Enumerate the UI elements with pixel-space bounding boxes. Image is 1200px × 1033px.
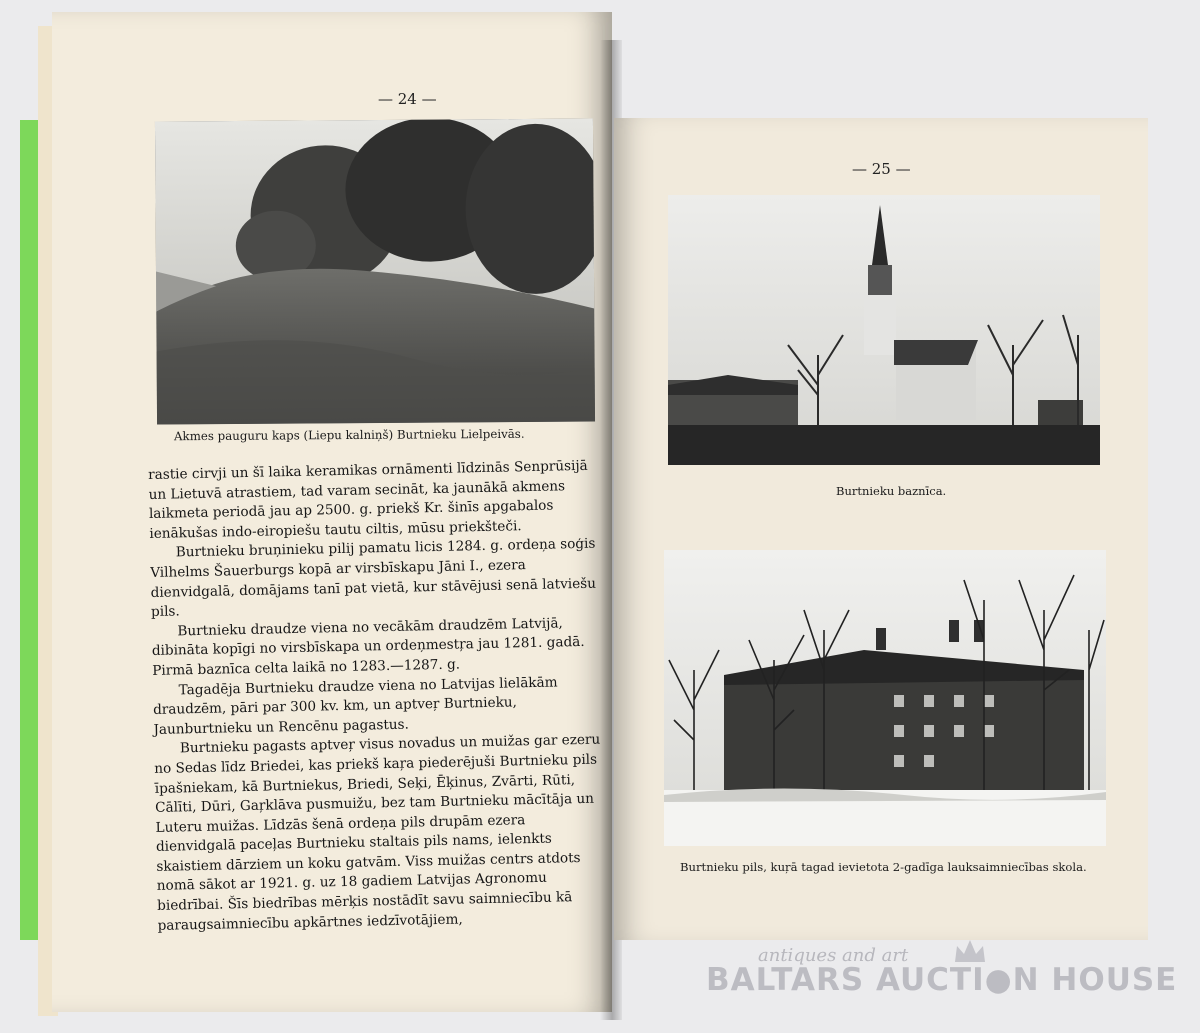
left-photo-caption: Akmes pauguru kaps (Liepu kalniņš) Burtnieku Lielpeivās. (173, 426, 525, 444)
watermark-tagline: antiques and art (758, 945, 909, 966)
watermark-brand: BALTARS AUCTI●N HOUSE (706, 962, 1178, 998)
paragraph: rastie cirvji un šī laika keramikas ornāmenti līdzinās Senprūsijā un Lietuvā atrastiem, tad varam secināt, ka jaunākā akmens laikmeta periodā jau ap 2500. g. priekš Kr. šinīs apgabalos ienākušas indo-eiropiešu tautu ciltis, mūsu priekšteči. (148, 457, 588, 542)
church-photo (668, 195, 1100, 465)
paragraph: Burtnieku draudze viena no vecākām draudzēm Latvijā, dibināta kopīgi no virsbīskapa un ordeņmestŗa jau 1281. gadā. Pirmā baznīca celta laikā no 1283.—1287. g. (151, 615, 585, 679)
church-photo-caption: Burtnieku baznīca. (836, 484, 947, 498)
burial-mound-photo (155, 118, 595, 424)
crown-icon (953, 938, 987, 964)
paragraph: Burtnieku pagasts aptveŗ visus novadus un muižas gar ezeru no Sedas līdz Briedei, kas priekš kaŗa piederējuši Burtnieku pils īpašniekam, kā Burtniekus, Briedi, Seķi, Ēķinus, Zvārti, Rūti, Cālīti, Dūri, Gaŗklāva pusmuižu, bez tam Burtnieku mācītāja un Luteru muižas. Līdzās šenā ordeņa pils drupām ezera dienvidgalā paceļas Burtnieku staltais pils nams, ielenkts skaistiem dārziem un koku gatvām. Viss muižas centrs atdots nomā sākot ar 1921. g. uz 18 gadiem Latvijas Agronomu biedrībai. Šīs biedrības mērķis nostādīt savu saimniecību kā paraugsaimniecību apkārtnes iedzīvotājiem, (154, 731, 601, 934)
paragraph: Tagadēja Burtnieku draudze viena no Latvijas lielākām draudzēm, pāri par 300 kv. km, un aptveŗ Burtnieku, Jaunburtnieku un Rencēnu pagastus. (152, 674, 558, 738)
paragraph: Burtnieku bruņinieku pilij pamatu licis 1284. g. ordeņa soģis Vilhelms Šauerburgs kopā ar virsbīskapu Jāni I., ezera dienvidgalā, domājams tanī pat vietā, kur stāvējusi senā latviešu pils. (150, 536, 597, 621)
right-page-number: — 25 — (852, 160, 911, 178)
left-body-text (148, 457, 606, 937)
left-page-number: — 24 — (378, 90, 437, 108)
manor-photo (664, 550, 1106, 846)
manor-photo-caption: Burtnieku pils, kuŗā tagad ievietota 2-gadīga lauksaimniecības skola. (680, 860, 1087, 874)
